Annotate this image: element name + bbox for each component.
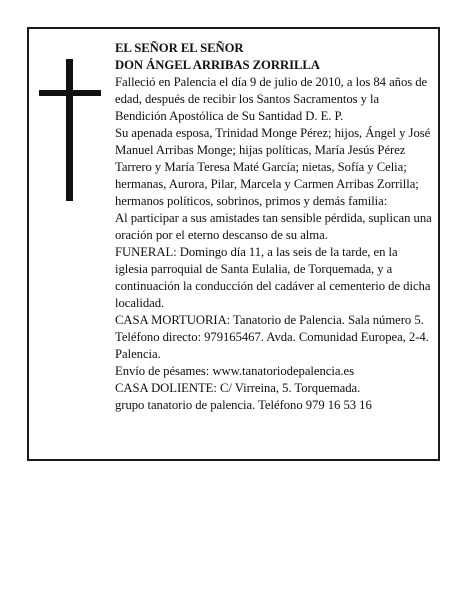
funeral-info: FUNERAL: Domingo día 11, a las seis de la tarde, en la iglesia parroquial de Santa Eulalia, de Torquemada, y a continuación la conducción del cadáver al cementerio de dicha localidad. — [115, 245, 431, 310]
obituary-notice — [27, 27, 440, 461]
heading-line-1: EL SEÑOR EL SEÑOR — [115, 41, 244, 55]
funeral-home-info: grupo tanatorio de palencia. Teléfono 979 16 53 16 — [115, 398, 372, 412]
prayer-request: Al participar a sus amistades tan sensible pérdida, suplican una oración por el eterno descanso de su alma. — [115, 211, 432, 242]
family-list: Su apenada esposa, Trinidad Monge Pérez; hijos, Ángel y José Manuel Arribas Monge; hijas políticas, María Jesús Pérez Tarrero y María Teresa Maté García; nietas, Sofía y Celia; hermanas, Aurora, Pilar, Marcela y Carmen Arribas Zorrilla; hermanos políticos, sobrinos, primos y demás familia: — [115, 126, 431, 208]
cross-vertical-bar — [66, 59, 73, 201]
mortuary-info: CASA MORTUORIA: Tanatorio de Palencia. Sala número 5. Teléfono directo: 979165467. Avda. Comunidad Europea, 2-4. Palencia. — [115, 313, 429, 361]
cross-icon — [39, 59, 101, 201]
notice-text — [115, 40, 433, 414]
mourning-house-info: CASA DOLIENTE: C/ Virreina, 5. Torquemada. — [115, 381, 361, 395]
death-announcement: Falleció en Palencia el día 9 de julio de 2010, a los 84 años de edad, después de recibir los Santos Sacramentos y la Bendición Apostólica de Su Santidad D. E. P. — [115, 75, 428, 123]
cross-horizontal-bar — [39, 90, 101, 96]
condolences-info: Envío de pésames: www.tanatoriodepalencia.es — [115, 364, 355, 378]
deceased-name: DON ÁNGEL ARRIBAS ZORRILLA — [115, 58, 320, 72]
